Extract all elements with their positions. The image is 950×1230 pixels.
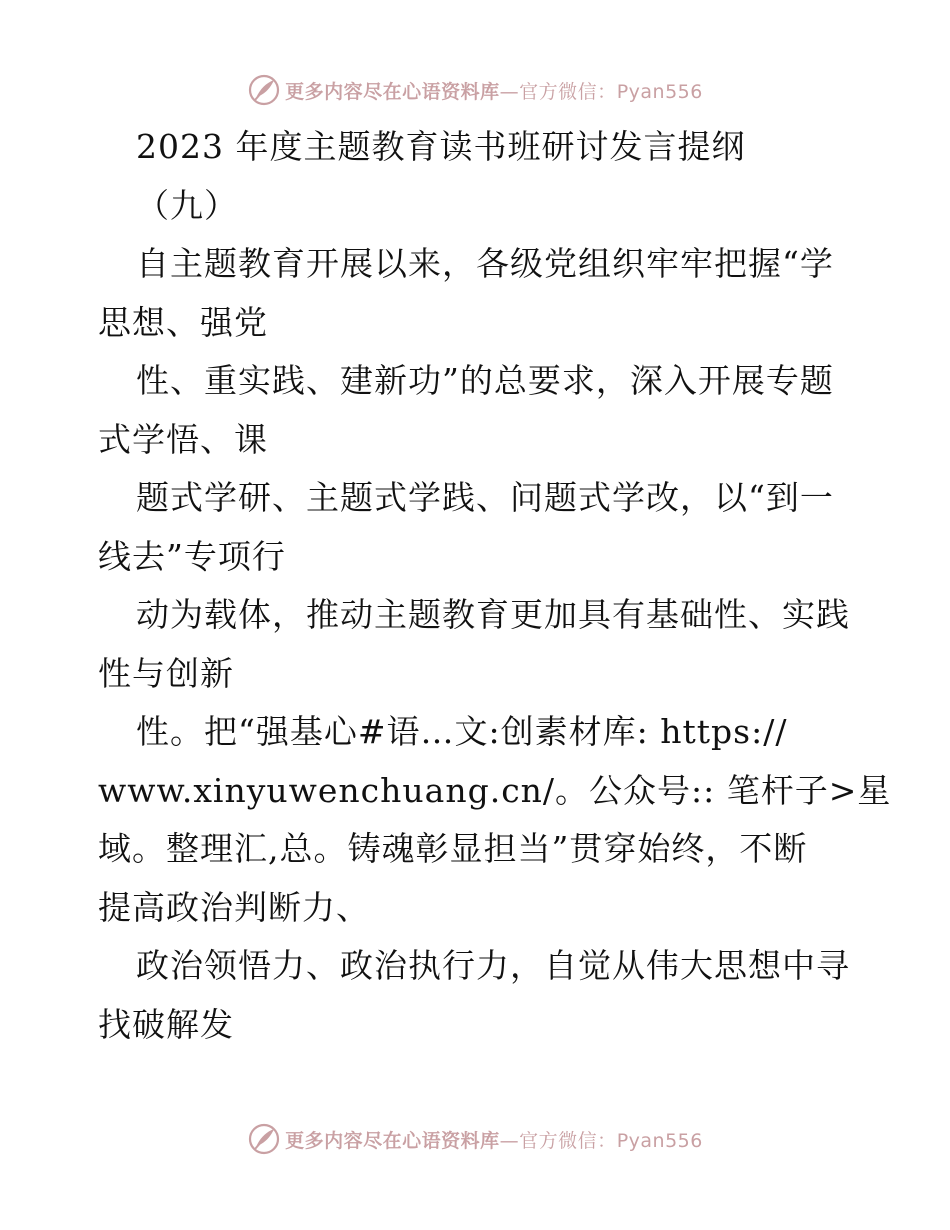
document-body [98,118,892,1054]
paragraph-line: 性、重实践、建新功”的总要求，深入开展专题 [136,361,834,400]
header-watermark [0,70,950,110]
document-subtitle: （九） [136,185,238,225]
paragraph-line: 思想、强党 [98,302,268,342]
watermark-text [285,77,703,104]
paragraph-line: 式学悟、课 [98,419,268,459]
paragraph-line: 线去”专项行 [98,536,286,576]
paragraph-line: 题式学研、主题式学践、问题式学改，以“到一 [136,478,834,517]
watermark-wechat-id: Pyan556 [616,1129,703,1152]
paragraph-line: 提高政治判断力、 [98,887,370,927]
watermark-text [285,1126,703,1153]
watermark-separator: — [499,80,520,103]
watermark-main-text: 更多内容尽在心语资料库 [285,1129,500,1152]
watermark-wechat-id: Pyan556 [616,80,703,103]
paragraph-line: 域。整理汇,总。铸魂彰显担当”贯穿始终，不断 [98,829,808,868]
paragraph-line: 找破解发 [98,1004,234,1044]
paragraph-line: 动为载体，推动主题教育更加具有基础性、实践 [136,595,850,634]
feather-quill-logo-icon [247,73,281,107]
paragraph-line: 自主题教育开展以来，各级党组织牢牢把握“学 [136,244,834,283]
watermark-separator: — [499,1129,520,1152]
document-title: 2023 年度主题教育读书班研讨发言提纲 [136,127,746,166]
feather-quill-logo-icon [247,1122,281,1156]
paragraph-line: 性与创新 [98,653,234,693]
watermark-wechat-label: 官方微信： [519,1129,617,1152]
watermark-wechat-label: 官方微信： [519,80,617,103]
watermark-main-text: 更多内容尽在心语资料库 [285,80,500,103]
footer-watermark [0,1119,950,1159]
paragraph-line: 政治领悟力、政治执行力，自觉从伟大思想中寻 [136,946,850,985]
paragraph-line: www.xinyuwenchuang.cn/。公众号:: 笔杆子>星 [98,770,892,810]
paragraph-line: 性。把“强基心#语…文:创素材库: https:// [136,712,788,751]
